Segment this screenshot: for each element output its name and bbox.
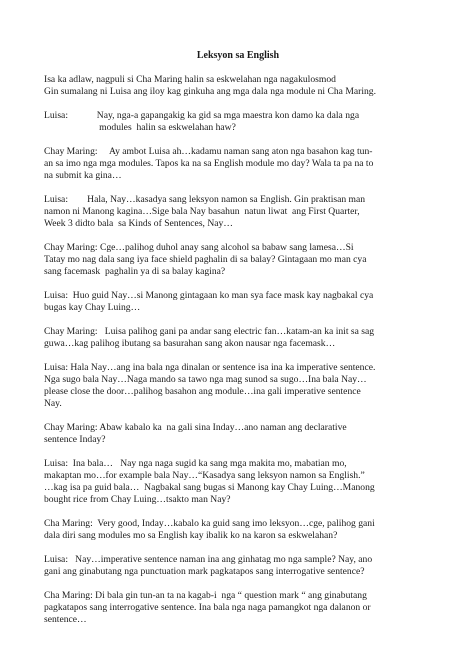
paragraph [44, 326, 432, 350]
text-line: please close the door…palihog basahon ang module…ina gali imperative sentence [44, 386, 361, 397]
text-line: makaptan mo…for example bala Nay…“Kasadya sang leksyon namon sa English.” [44, 470, 365, 481]
text-line: Luisa: Huo guid Nay…si Manong gintagaan ko man sya face mask kay nagbakal cya [44, 290, 374, 301]
text-line: Cha Maring: Di bala gin tun-an ta na kagab-i nga “ question mark “ ang ginabutang [44, 590, 367, 601]
text-line: Gin sumalang ni Luisa ang iloy kag ginkuha ang mga dala nga module ni Cha Maring. [44, 86, 376, 97]
paragraph [44, 554, 432, 578]
paragraph [44, 146, 432, 182]
paragraph [44, 110, 432, 134]
text-line: Chay Maring: Luisa palihog gani pa andar sang electric fan…katam-an ka init sa sag [44, 326, 375, 337]
text-line: Luisa: Nay…imperative sentence naman ina ang ginhatag mo nga sample? Nay, ano [44, 554, 373, 565]
paragraph [44, 194, 432, 230]
text-line: Nga sugo bala Nay…Naga mando sa tawo nga mag sunod sa sugo…Ina bala Nay… [44, 374, 367, 385]
text-line: pagkatapos sang interrogative sentence. Ina bala nga naga pamangkot nga dalanon or [44, 602, 371, 613]
text-line: Cha Maring: Very good, Inday…kabalo ka guid sang imo leksyon…cge, palihog gani [44, 518, 375, 529]
text-line: an sa imo nga mga modules. Tapos ka na sa English module mo day? Wala ta pa na to [44, 158, 374, 169]
paragraph [44, 458, 432, 506]
text-line: namon ni Manong kagina…Sige bala Nay basahun natun liwat ang First Quarter, [44, 206, 360, 217]
text-line: sentence Inday? [44, 434, 106, 445]
text-line: Luisa: Hala Nay…ang ina bala nga dinalan or sentence isa ina ka imperative sentence. [44, 362, 376, 373]
text-line: modules halin sa eskwelahan haw? [44, 122, 236, 133]
paragraph [44, 74, 432, 98]
text-line: guwa…kag palihog ibutang sa basurahan sang akon nausar nga facemask… [44, 338, 336, 349]
text-line: Nay. [44, 398, 62, 409]
paragraph [44, 590, 432, 626]
text-line: dala diri sang modules mo sa English kay ibalik ko na karon sa eskwelahan? [44, 530, 338, 541]
text-line: na submit ka gina… [44, 170, 122, 181]
text-line: Luisa: Hala, Nay…kasadya sang leksyon namon sa English. Gin praktisan man [44, 194, 366, 205]
text-line: gani ang ginabutang nga punctuation mark pagkatapos sang interrogative sentence? [44, 566, 365, 577]
text-line: Chay Maring: Ay ambot Luisa ah…kadamu naman sang aton nga basahon kag tun- [44, 146, 373, 157]
paragraph [44, 290, 432, 314]
text-line: bought rice from Chay Luing…tsakto man Nay? [44, 494, 231, 505]
text-line: sentence… [44, 614, 87, 625]
paragraph [44, 422, 432, 446]
text-line: Week 3 didto bala sa Kinds of Sentences, Nay… [44, 218, 233, 229]
text-line: Chay Maring: Cge…palihog duhol anay sang alcohol sa babaw sang lamesa…Si [44, 242, 354, 253]
text-line: …kag isa pa guid bala… Nagbakal sang bugas si Manong kay Chay Luing…Manong [44, 482, 375, 493]
paragraph [44, 242, 432, 278]
document-title: Leksyon sa English [196, 50, 280, 61]
paragraph [44, 518, 432, 542]
text-line: sang facemask paghalin ya di sa balay kagina? [44, 266, 226, 277]
document-body [44, 74, 432, 626]
text-line: Tatay mo nag dala sang iya face shield paghalin di sa balay? Gintagaan mo man cya [44, 254, 367, 265]
text-line: Chay Maring: Abaw kabalo ka na gali sina Inday…ano naman ang declarative [44, 422, 347, 433]
document-page [44, 50, 432, 638]
text-line: Luisa: Nay, nga-a gapangakig ka gid sa mga maestra kon damo ka dala nga [44, 110, 360, 121]
paragraph [44, 362, 432, 410]
text-line: bugas kay Chay Luing… [44, 302, 141, 313]
text-line: Luisa: Ina bala… Nay nga naga sugid ka sang mga makita mo, mabatian mo, [44, 458, 347, 469]
text-line: Isa ka adlaw, nagpuli si Cha Maring halin sa eskwelahan nga nagakulosmod [44, 74, 336, 85]
